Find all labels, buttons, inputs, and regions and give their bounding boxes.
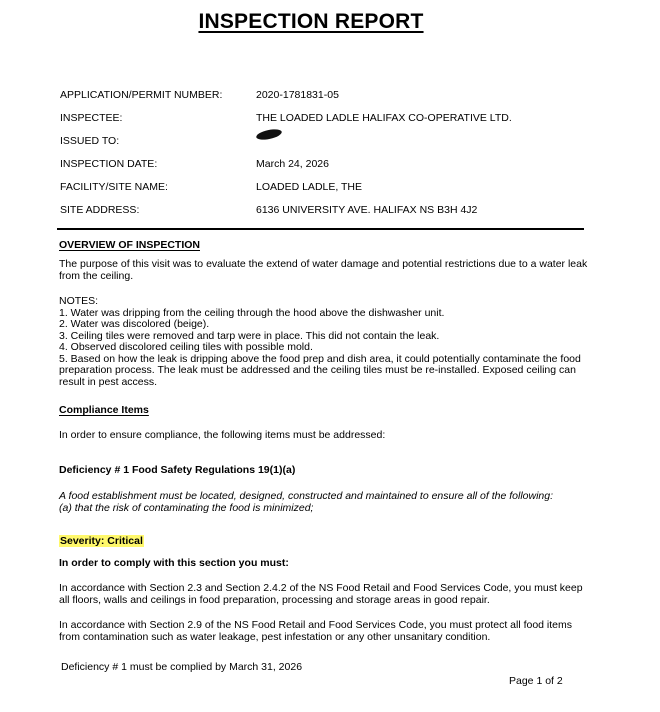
deficiency-heading: Deficiency # 1 Food Safety Regulations 19(1)(a) <box>59 464 296 476</box>
field-label-facility-name: FACILITY/SITE NAME: <box>60 181 168 193</box>
field-value-permit-number: 2020-1781831-05 <box>256 89 339 101</box>
overview-purpose: The purpose of this visit was to evaluate the extend of water damage and potential restrictions due to a water leak from the ceiling. <box>59 258 588 282</box>
redaction-mark <box>255 127 282 141</box>
field-label-permit-number: APPLICATION/PERMIT NUMBER: <box>60 89 223 101</box>
field-label-inspectee: INSPECTEE: <box>60 112 123 124</box>
field-label-issued-to: ISSUED TO: <box>60 135 120 147</box>
field-value-inspectee: THE LOADED LADLE HALIFAX CO-OPERATIVE LTD. <box>256 112 512 124</box>
field-label-inspection-date: INSPECTION DATE: <box>60 158 158 170</box>
report-title: INSPECTION REPORT <box>198 10 424 33</box>
note-item: 3. Ceiling tiles were removed and tarp were in place. This did not contain the leak. <box>59 329 440 342</box>
section-divider <box>57 228 584 230</box>
overview-heading: OVERVIEW OF INSPECTION <box>59 239 200 251</box>
field-value-inspection-date: March 24, 2026 <box>256 158 329 170</box>
notes-block <box>59 296 589 388</box>
note-item: 1. Water was dripping from the ceiling through the hood above the dishwasher unit. <box>59 306 445 319</box>
note-item: 4. Observed discolored ceiling tiles with possible mold. <box>59 341 313 353</box>
field-value-site-address: 6136 UNIVERSITY AVE. HALIFAX NS B3H 4J2 <box>256 204 478 216</box>
regulation-body: A food establishment must be located, designed, constructed and maintained to ensure all of the following: <box>59 490 553 502</box>
field-value-facility-name: LOADED LADLE, THE <box>256 181 363 193</box>
requirement-2: In accordance with Section 2.9 of the NS Food Retail and Food Services Code, you must protect all food items from contamination such as water leakage, pest infestation or any other unsanitary condition. <box>59 619 573 643</box>
requirement-1: In accordance with Section 2.3 and Section 2.4.2 of the NS Food Retail and Food Services Code, you must keep all floors, walls and ceilings in food preparation, processing and storage areas in good repair. <box>59 582 583 606</box>
note-item: 5. Based on how the leak is dripping above the food prep and dish area, it could potentially contaminate the food preparation process. The leak must be addressed and the ceiling tiles must be re-installed. Exposed ceiling can result in pest access. <box>59 352 581 388</box>
severity-line <box>59 536 589 548</box>
severity-badge: Severity: Critical <box>60 535 143 547</box>
notes-label: NOTES: <box>59 295 99 307</box>
deficiency-due-date: Deficiency # 1 must be complied by March 31, 2026 <box>61 661 303 673</box>
compliance-heading: Compliance Items <box>59 404 149 416</box>
regulation-clause: (a) that the risk of contaminating the food is minimized; <box>59 501 314 514</box>
compliance-intro: In order to ensure compliance, the following items must be addressed: <box>59 429 386 441</box>
comply-heading: In order to comply with this section you must: <box>59 557 289 569</box>
regulation-text <box>59 491 589 514</box>
note-item: 2. Water was discolored (beige). <box>59 318 210 330</box>
field-label-site-address: SITE ADDRESS: <box>60 204 140 216</box>
page-number: Page 1 of 2 <box>509 675 563 687</box>
